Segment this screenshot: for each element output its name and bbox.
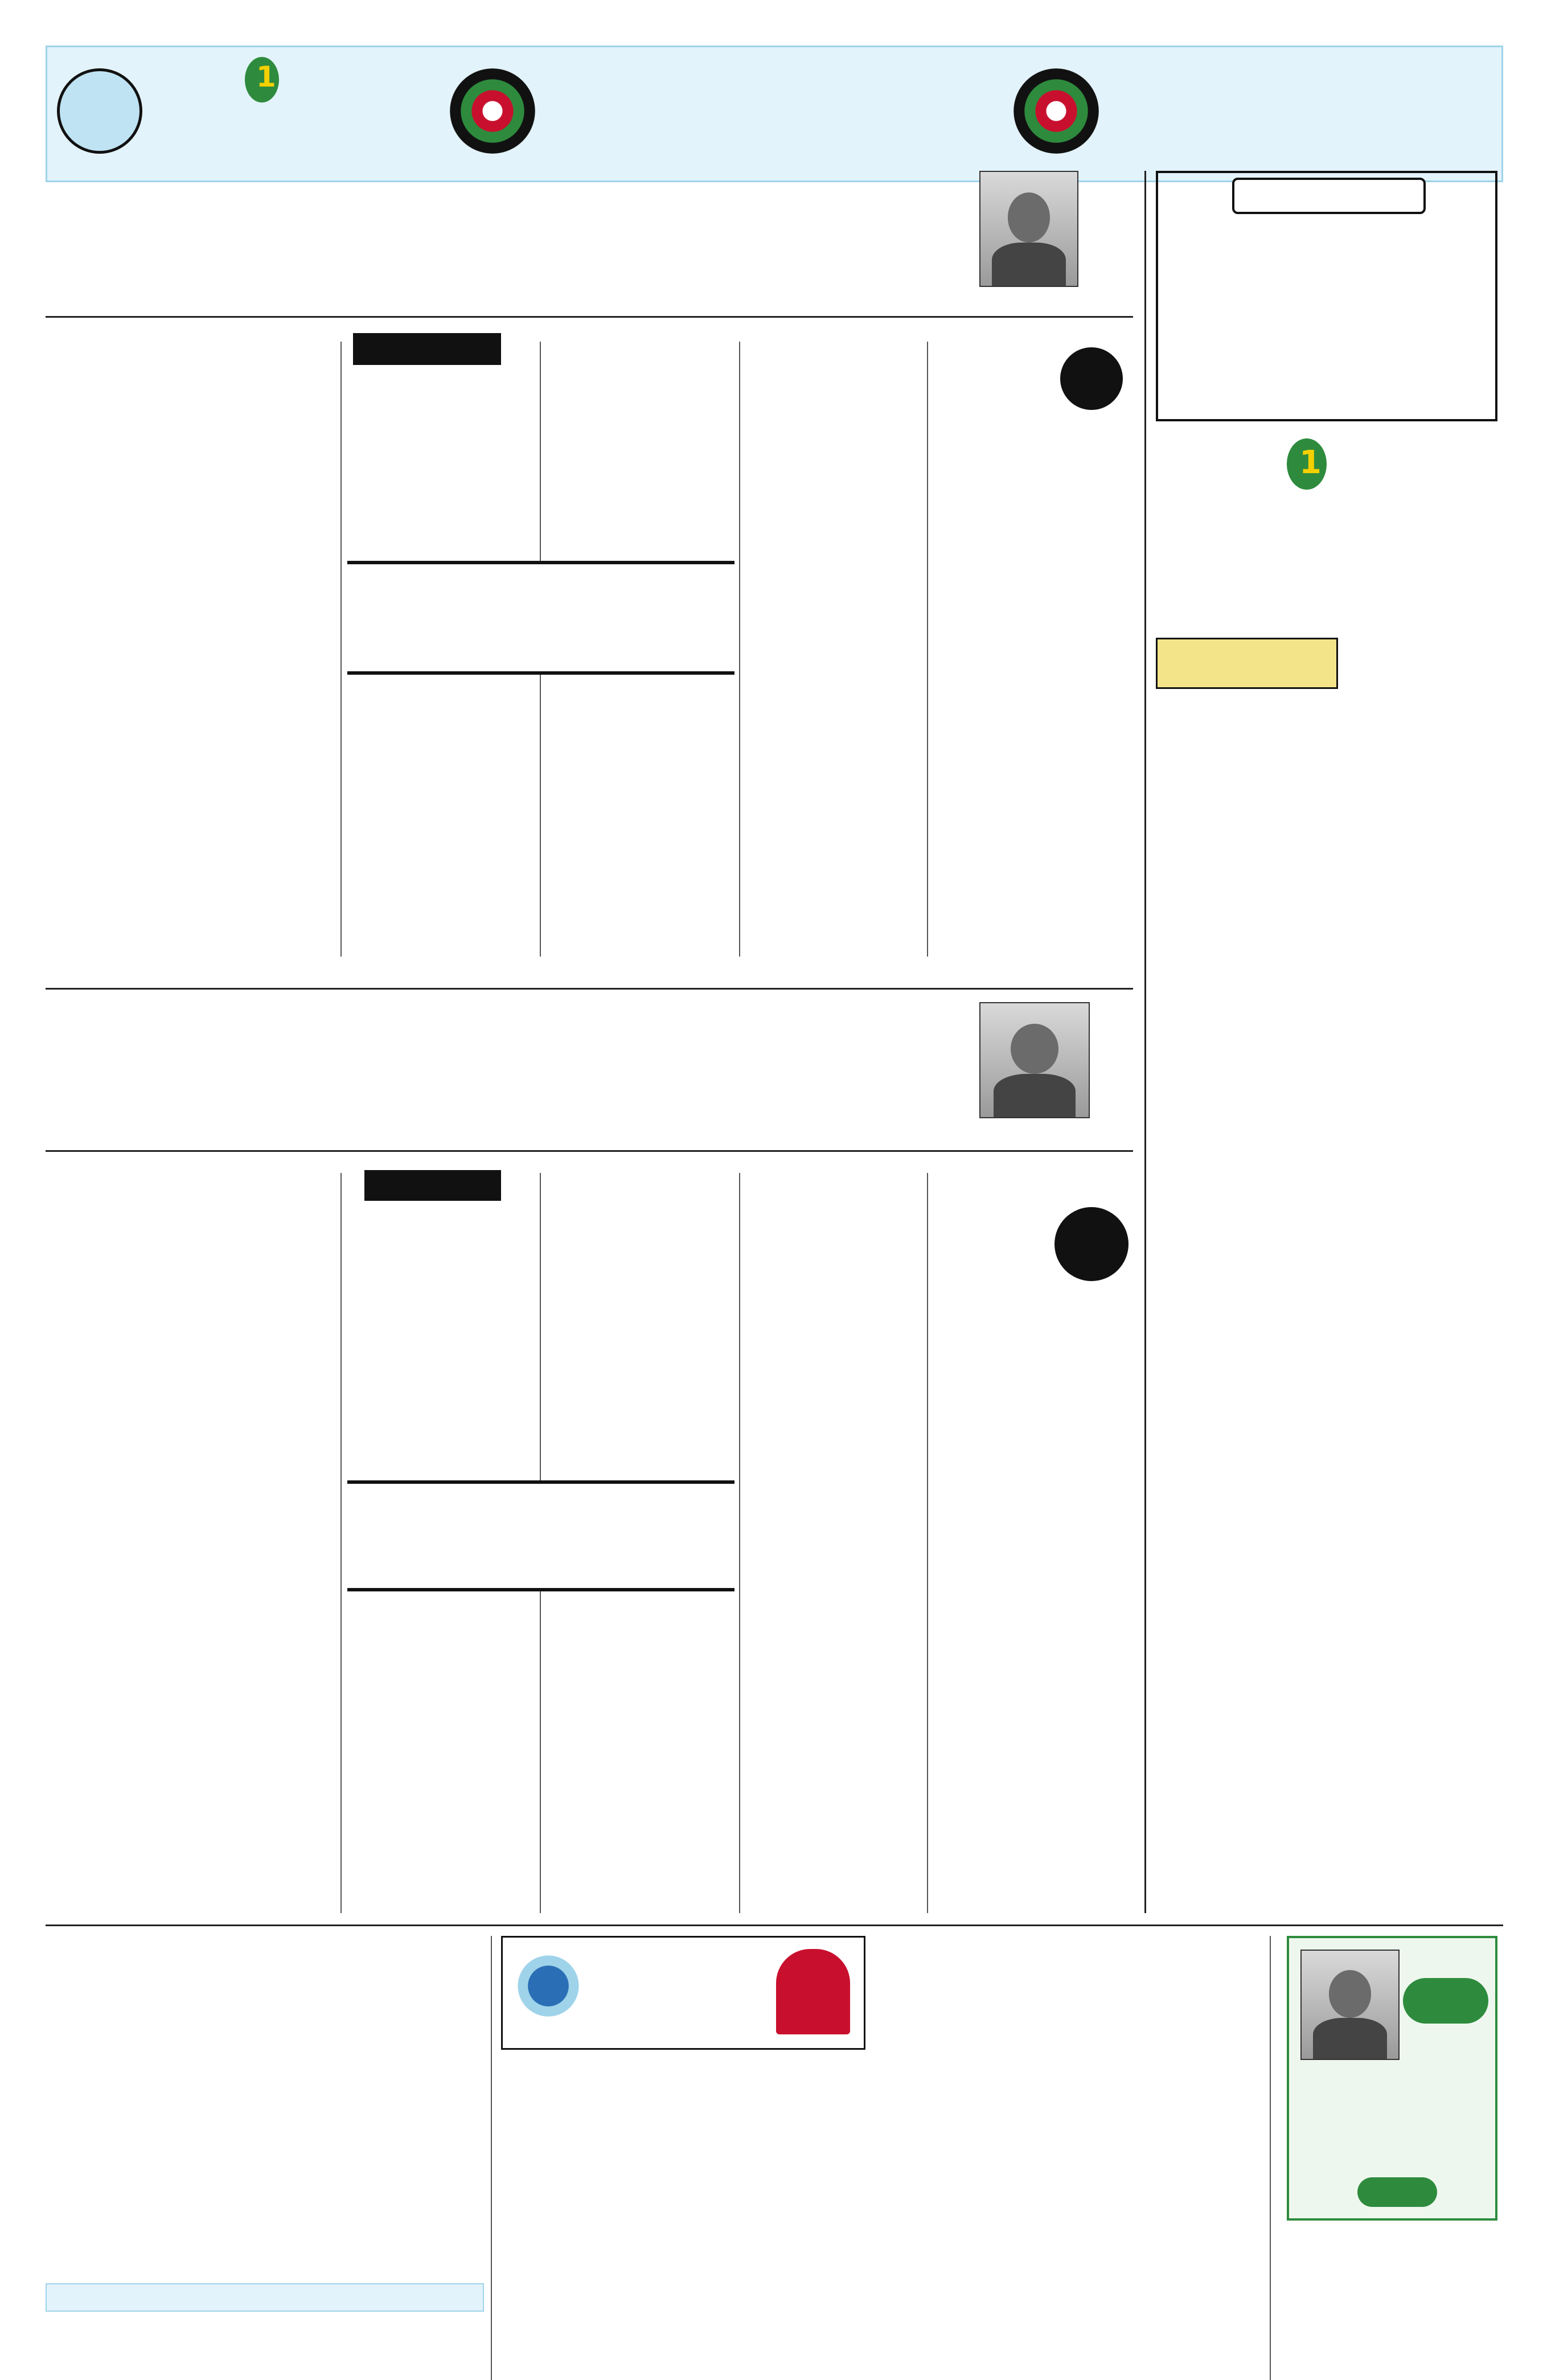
masthead: 1 [159,57,410,171]
letter3-body [501,2095,678,2266]
article2-author-photo [979,1002,1090,1118]
article2-col-3b [547,1600,732,1913]
article1-tag [353,333,501,365]
emblem-left-icon [450,68,535,154]
section-title-ur [1144,57,1486,171]
article1-author-photo [979,171,1078,287]
article1-col-4b [547,683,732,957]
page-number [57,68,142,154]
article1-col-6 [46,342,333,945]
letters-footer-note [46,2283,484,2312]
editorial-kicker [1156,638,1338,689]
letters-banner-title [594,1960,765,2017]
article2-col-4b [347,1600,532,1913]
article1-headline [46,188,905,273]
quotes-box [1156,171,1497,421]
article2-col-5 [46,1173,333,1799]
globe-icon [514,1949,582,2023]
mailbox-icon [776,1949,850,2034]
article2-dropcap [1054,1207,1129,1281]
aaina-poet [1357,2177,1437,2207]
article2-pullquote [347,1480,734,1591]
article1-col-3 [746,342,920,957]
page-header [46,46,1503,182]
quotes-title [1232,178,1426,214]
letter4-body [46,1936,484,2255]
article2-tag [364,1170,501,1201]
emblem-right-icon [1013,68,1099,154]
divider [46,316,1133,318]
editorial-intro [1349,638,1497,695]
letter1-body [1048,2044,1264,2317]
article1-col-2 [934,416,1133,957]
article1-col-5b [347,683,532,957]
editorial-body [1156,700,1497,1845]
article2-headline [46,1013,905,1110]
aaina-verse [1270,2232,1497,2363]
letter1-body-cont [877,1936,1036,2112]
letters-banner [501,1936,865,2050]
editorial-logo: 1 [1156,438,1497,564]
aaina-box [1287,1936,1497,2221]
article1-col-4a [547,342,732,552]
article2-col-2 [746,1173,920,1913]
article1-kicker [1060,347,1123,410]
article1-col-5a [347,376,532,552]
editorial-headline [1156,569,1497,632]
article1-pullquote [347,561,734,675]
masthead-title [177,97,399,148]
article2-col-3a [547,1173,732,1469]
article2-col-4a [347,1213,532,1469]
aaina-title [1403,1978,1488,2024]
letter1-title [1048,1936,1264,2038]
poet-photo [1300,1950,1400,2060]
article2-col-1a [939,1173,1048,1298]
editorial-logo-title [1179,484,1475,541]
letter2-body [689,2095,865,2317]
article2-col-1b [934,1298,1133,1913]
